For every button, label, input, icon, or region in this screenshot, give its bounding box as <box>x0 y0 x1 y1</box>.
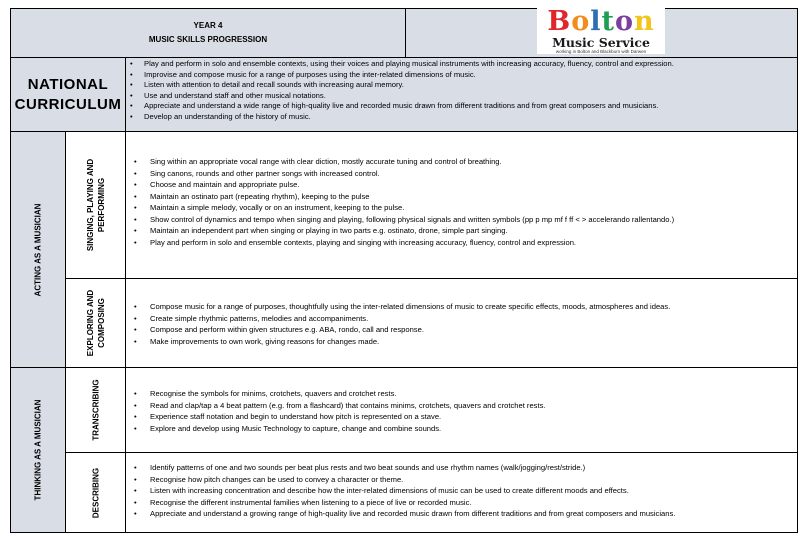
list-item: • Experience staff notation and begin to understand how pitch is represented on a stave. <box>128 411 546 423</box>
nc-title-line1: NATIONAL <box>27 75 109 93</box>
transcribing-strand-label <box>65 367 126 453</box>
list-item: • Recognise the symbols for minims, crotchets, quavers and crotchet rests. <box>128 388 546 400</box>
list-item: • Maintain an ostinato part (repeating rhythm), keeping to the pulse <box>128 191 674 203</box>
exploring-list <box>128 301 670 347</box>
list-item: • Explore and develop using Music Technology to capture, change and combine sounds. <box>128 423 546 435</box>
describing-label: DESCRIBING <box>91 467 100 518</box>
exploring-strand-title <box>85 290 107 356</box>
list-item: • Play and perform in solo and ensemble contexts, using their voices and playing musical instruments with increasing accuracy, fluency, control and expression. <box>126 59 674 70</box>
thinking-section-label <box>10 367 66 533</box>
exploring-label-line1: EXPLORING AND <box>85 289 95 357</box>
list-item: • Maintain a simple melody, vocally or on an instrument, keeping to the pulse. <box>128 202 674 214</box>
list-item: • Appreciate and understand a growing range of high-quality live and recorded music drawn from different traditions and from great composers and musicians. <box>128 508 675 520</box>
list-item: • Make improvements to own work, giving reasons for changes made. <box>128 336 670 348</box>
exploring-label-line2: COMPOSING <box>96 298 106 348</box>
singing-strand-content <box>125 131 798 279</box>
list-item: • Sing within an appropriate vocal range with clear diction, mostly accurate tuning and control of breathing. <box>128 156 674 168</box>
list-item: • Read and clap/tap a 4 beat pattern (e.g. from a flashcard) that contains minims, crotchets, quavers and crotchet rests. <box>128 400 546 412</box>
list-item: • Compose and perform within given structures e.g. ABA, rondo, call and response. <box>128 324 670 336</box>
describing-strand-label <box>65 452 126 533</box>
list-item: • Recognise how pitch changes can be used to convey a character or theme. <box>128 474 675 486</box>
list-item: • Appreciate and understand a wide range of high-quality live and recorded music drawn from different traditions and from great composers and musicians. <box>126 101 674 112</box>
national-curriculum-list <box>126 59 674 123</box>
list-item: • Identify patterns of one and two sounds per beat plus rests and two beat sounds and use rhythm names (walk/jogging/rest/stride.) <box>128 462 675 474</box>
acting-section-label <box>10 131 66 368</box>
list-item: • Create simple rhythmic patterns, melodies and accompaniments. <box>128 313 670 325</box>
list-item: • Choose and maintain and appropriate pulse. <box>128 179 674 191</box>
list-item: • Use and understand staff and other musical notations. <box>126 91 674 102</box>
list-item: • Listen with increasing concentration and describe how the inter-related dimensions of music can be used to create different moods and effects. <box>128 485 675 497</box>
exploring-strand-content <box>125 278 798 368</box>
thinking-as-a-musician-label: THINKING AS A MUSICIAN <box>33 399 43 501</box>
list-item: • Listen with attention to detail and recall sounds with increasing aural memory. <box>126 80 674 91</box>
singing-strand-title <box>85 159 107 251</box>
exploring-strand-label <box>65 278 126 368</box>
acting-as-a-musician-label: ACTING AS A MUSICIAN <box>33 203 43 296</box>
year-title: YEAR 4 <box>193 21 223 30</box>
transcribing-list <box>128 388 546 434</box>
nc-title-line2: CURRICULUM <box>14 95 122 113</box>
list-item: • Compose music for a range of purposes, thoughtfully using the inter-related dimensions of music to create specific effects, moods, atmospheres and ideas. <box>128 301 670 313</box>
singing-label-line1: SINGING, PLAYING AND <box>85 158 95 252</box>
logo-tagline: working in Bolton and Blackburn with Darwen <box>555 49 647 54</box>
list-item: • Show control of dynamics and tempo when singing and playing, following physical signals and written symbols (pp p mp mf f ff < > accelerando rallentando.) <box>128 214 674 226</box>
progression-title: MUSIC SKILLS PROGRESSION <box>148 35 268 44</box>
list-item: • Play and perform in solo and ensemble contexts, playing and singing with increasing accuracy, fluency, control and expression. <box>128 237 674 249</box>
list-item: • Maintain an independent part when singing or playing in two parts e.g. ostinato, drone, simple part singing. <box>128 225 674 237</box>
list-item: • Develop an understanding of the history of music. <box>126 112 674 123</box>
list-item: • Improvise and compose music for a range of purposes using the inter-related dimensions of music. <box>126 70 674 81</box>
bolton-music-service-logo <box>537 8 665 54</box>
document-header <box>10 8 406 58</box>
describing-strand-content <box>125 452 798 533</box>
transcribing-strand-content <box>125 367 798 453</box>
singing-label-line2: PERFORMING <box>96 177 106 233</box>
national-curriculum-content <box>125 57 798 132</box>
logo-wordmark: Bolton <box>547 6 655 37</box>
national-curriculum-heading <box>10 57 126 132</box>
transcribing-label: TRANSCRIBING <box>91 379 100 441</box>
list-item: • Recognise the different instrumental families when listening to a piece of live or recorded music. <box>128 497 675 509</box>
singing-list <box>128 156 674 248</box>
describing-list <box>128 462 675 520</box>
list-item: • Sing canons, rounds and other partner songs with increased control. <box>128 168 674 180</box>
singing-strand-label <box>65 131 126 279</box>
logo-subtitle: Music Service <box>552 35 650 50</box>
